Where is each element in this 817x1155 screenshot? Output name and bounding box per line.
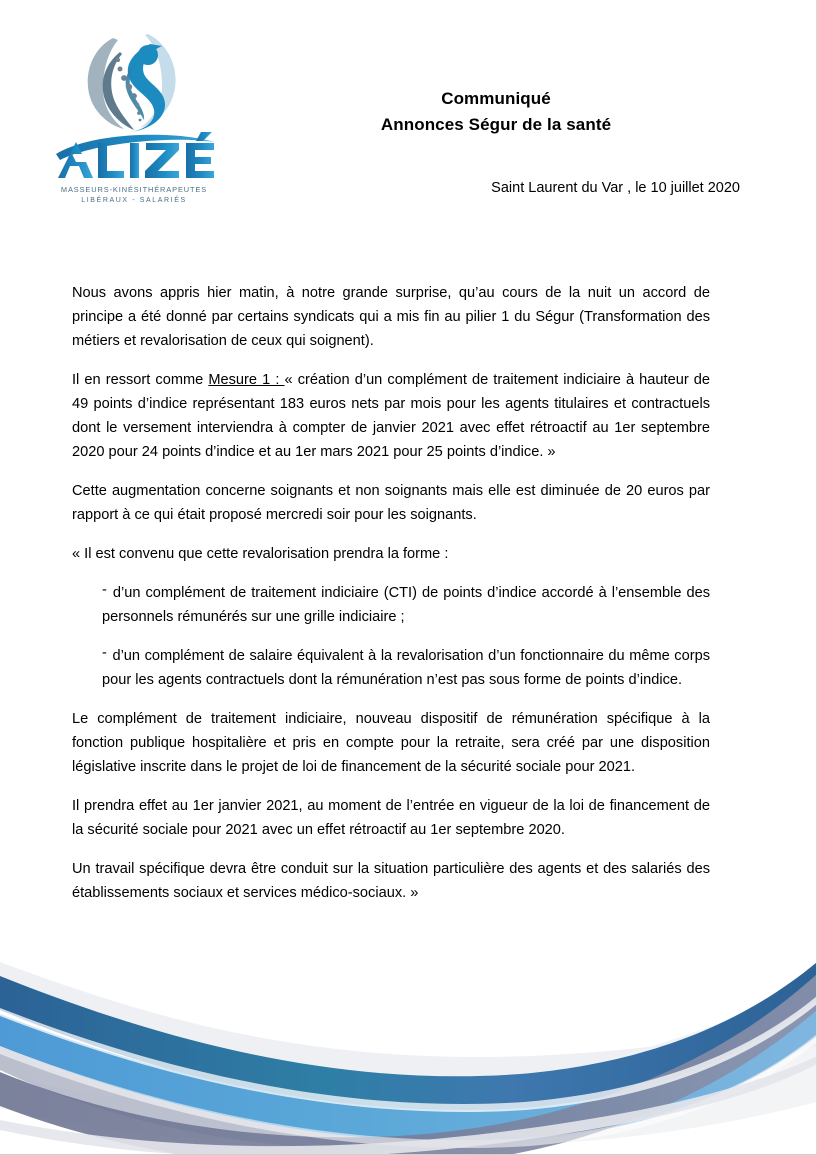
bullet-item-2-text: d’un complément de salaire équivalent à la revalorisation d’un fonctionnaire du même corps pour les agents contractuels dont la rémunération n’est pas sous forme de points d’indice.	[102, 648, 710, 688]
bullet-item-2	[102, 644, 710, 692]
paragraph-4: « Il est convenu que cette revalorisation prendra la forme :	[72, 546, 449, 562]
paragraph-1: Nous avons appris hier matin, à notre grande surprise, qu’au cours de la nuit un accord de principe a été donné par certains syndicats qui a mis fin au pilier 1 du Ségur (Transformation des métiers et revalorisation de ceux qui soignent).	[72, 285, 710, 349]
document-body	[72, 281, 710, 905]
document-title-block	[236, 86, 756, 138]
paragraph-7: Un travail spécifique devra être conduit sur la situation particulière des agents et des salariés des établissements sociaux et services médico-sociaux. »	[72, 861, 710, 901]
paragraph-6: Il prendra effet au 1er janvier 2021, au moment de l’entrée en vigueur de la loi de financement de la sécurité sociale pour 2021 avec un effet rétroactif au 1er septembre 2020.	[72, 798, 710, 838]
mesure-1-underlined: Mesure 1 :	[208, 372, 285, 388]
bullet-marker-icon: -	[102, 582, 107, 598]
document-title-line-1: Communiqué	[441, 89, 551, 108]
alize-wordmark	[46, 130, 222, 182]
document-dateline: Saint Laurent du Var , le 10 juillet 2020	[491, 180, 740, 196]
bullet-item-1	[102, 581, 710, 629]
paragraph-2-rest: « création d’un complément de traitement indiciaire à hauteur de 49 points d’indice représentant 183 euros nets par mois pour les agents titulaires et contractuels dont le versement interviendra à compter de janvier 2021 avec effet rétroactif au 1er septembre 2020 pour 24 points d’indice et au 1er mars 2021 pour 25 points d’indice. »	[72, 372, 711, 460]
paragraph-2-prefix: Il en ressort comme	[72, 372, 209, 388]
paragraph-2	[72, 368, 710, 464]
paragraph-3: Cette augmentation concerne soignants et non soignants mais elle est diminuée de 20 euros par rapport à ce qui était proposé mercredi soir pour les soignants.	[72, 483, 710, 523]
alize-logo	[46, 24, 222, 210]
alize-tagline-line-2: LIBÉRAUX - SALARIÉS	[81, 197, 187, 204]
paragraph-5: Le complément de traitement indiciaire, nouveau dispositif de rémunération spécifique à la fonction publique hospitalière et pris en compte pour la retraite, sera créé par une disposition législative inscrite dans le projet de loi de financement de la sécurité sociale pour 2021.	[72, 711, 710, 775]
alize-figure-mark-icon	[72, 24, 190, 136]
document-header	[0, 0, 816, 230]
document-title-line-2: Annonces Ségur de la santé	[380, 115, 612, 134]
footer-wave-decoration	[0, 924, 817, 1154]
alize-tagline-line-1: MASSEURS-KINÉSITHÉRAPEUTES	[60, 185, 208, 194]
bullet-item-1-text: d’un complément de traitement indiciaire (CTI) de points d’indice accordé à l’ensemble des personnels rémunérés sur une grille indiciaire ;	[102, 585, 710, 625]
bullet-marker-icon: -	[102, 645, 107, 661]
alize-tagline	[46, 184, 222, 206]
